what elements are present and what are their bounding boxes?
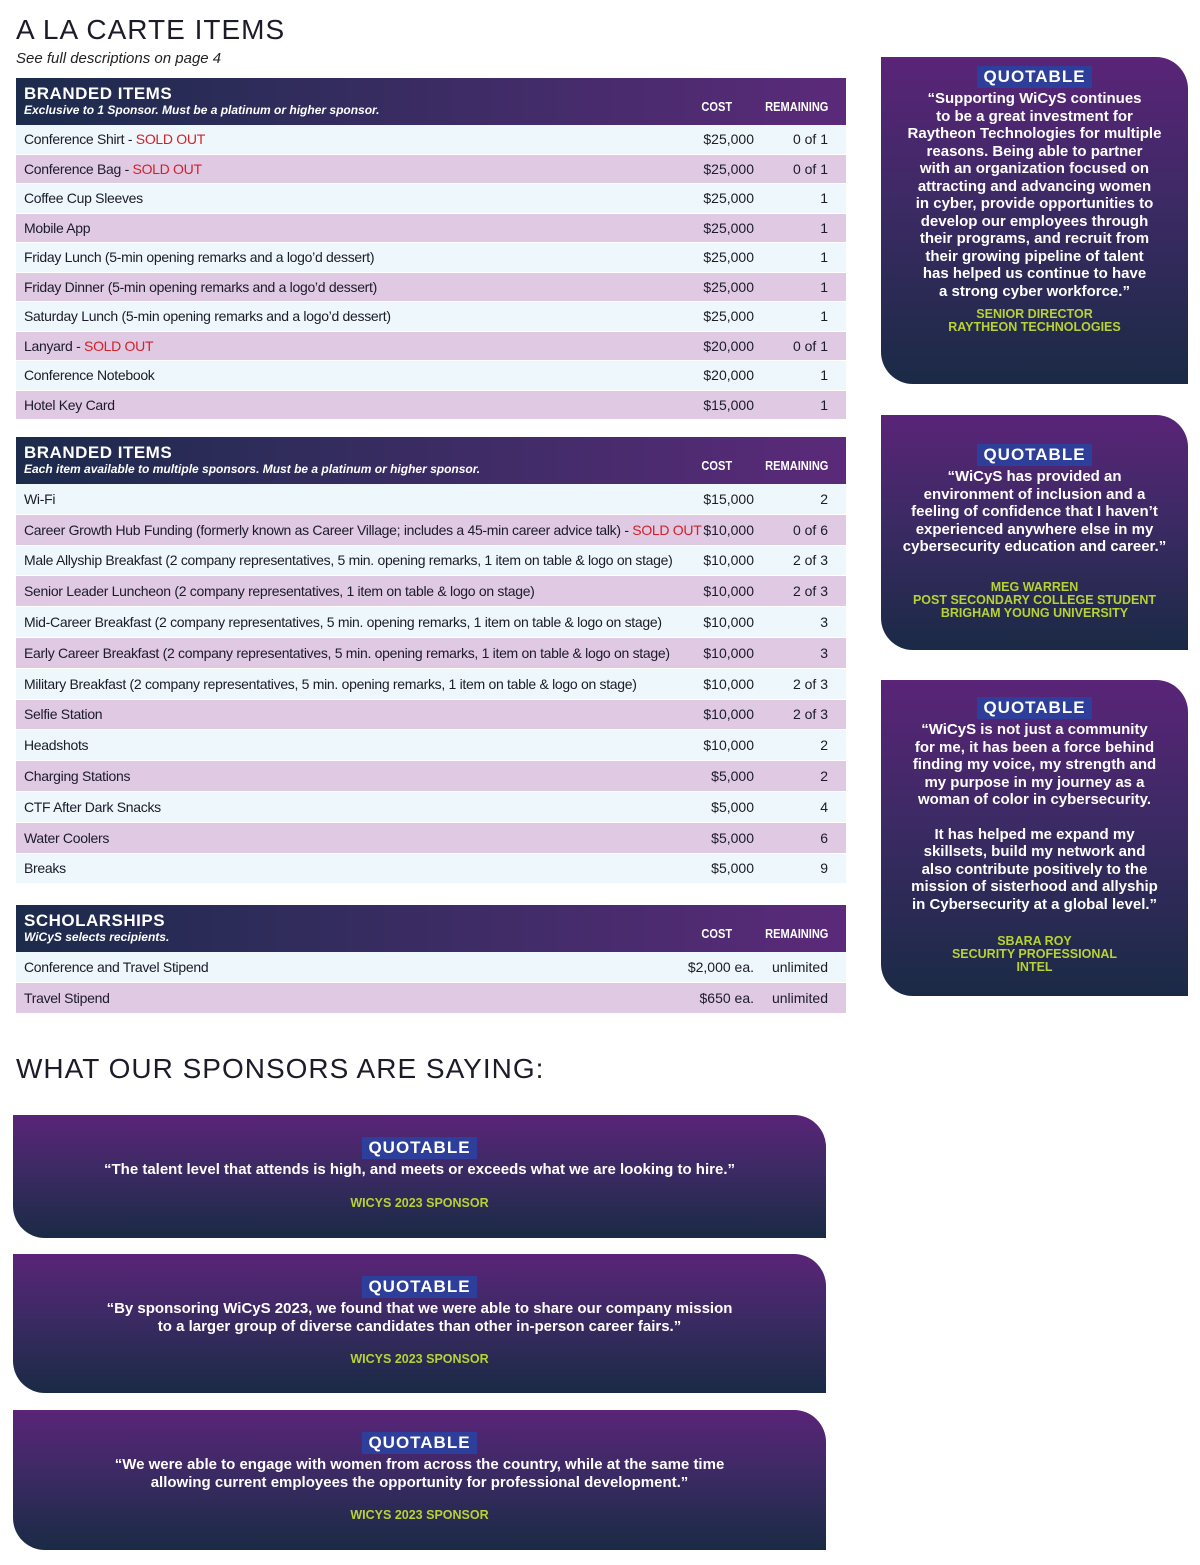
table-subtitle: Exclusive to 1 Sponsor. Must be a platinum or higher sponsor. <box>24 103 380 117</box>
item-label: Mid-Career Breakfast (2 company representatives, 5 min. opening remarks, 1 item on table & logo on stage) <box>24 614 662 631</box>
text-line: their programs, and recruit from <box>919 230 1150 247</box>
table-row <box>16 546 846 577</box>
quote-attribution <box>881 308 1188 334</box>
item-cost: $10,000 <box>703 675 754 692</box>
item-cost: $5,000 <box>711 829 754 846</box>
table-row <box>16 273 846 303</box>
text-line: SBARA ROY <box>997 934 1072 948</box>
table-title: BRANDED ITEMS <box>24 84 173 103</box>
item-cost: $10,000 <box>703 737 754 754</box>
item-remaining: 1 <box>820 249 828 266</box>
item-remaining: 2 <box>820 737 828 754</box>
item-cost: $25,000 <box>703 160 754 177</box>
table-row <box>16 700 846 731</box>
table-body <box>16 484 846 884</box>
item-cost: $20,000 <box>703 337 754 354</box>
table-row <box>16 515 846 546</box>
text-line: “WiCyS is not just a community <box>921 721 1148 738</box>
item-name <box>24 830 109 846</box>
table-row <box>16 302 846 332</box>
table-title: BRANDED ITEMS <box>24 443 173 462</box>
item-cost: $25,000 <box>703 131 754 148</box>
text-line: SECURITY PROFESSIONAL <box>951 947 1118 961</box>
table-row <box>16 184 846 214</box>
text-line: environment of inclusion and a <box>923 485 1146 503</box>
branded-exclusive-table <box>16 78 846 420</box>
item-name <box>24 583 535 599</box>
remaining-header: REMAINING <box>764 926 828 941</box>
text-line: a strong cyber workforce.” <box>939 282 1130 300</box>
item-remaining: 9 <box>820 860 828 877</box>
item-remaining: 1 <box>820 278 828 295</box>
scholarships-table <box>16 905 846 1014</box>
text-line: finding my voice, my strength and <box>912 756 1157 773</box>
item-remaining: unlimited <box>771 990 828 1006</box>
table-row <box>16 607 846 638</box>
quotable-badge: QUOTABLE <box>362 1432 476 1454</box>
branded-multiple-table <box>16 437 846 884</box>
item-name <box>24 220 90 236</box>
table-row <box>16 983 846 1014</box>
item-remaining: 1 <box>820 367 828 384</box>
sponsor-quote-card-2 <box>13 1254 826 1393</box>
table-title: SCHOLARSHIPS <box>24 911 166 930</box>
text-line: my purpose in my journey as a <box>924 773 1145 791</box>
table-row <box>16 155 846 185</box>
item-name <box>24 131 205 147</box>
remaining-header: REMAINING <box>764 99 828 114</box>
item-label: Wi-Fi <box>24 490 56 507</box>
item-cost: $650 ea. <box>699 990 754 1006</box>
quotable-badge: QUOTABLE <box>977 444 1091 466</box>
table-row <box>16 792 846 823</box>
item-name <box>24 249 374 265</box>
item-remaining: 1 <box>820 219 828 236</box>
text-line: also contribute positively to the <box>921 860 1148 878</box>
side-quote-card-1 <box>881 57 1188 384</box>
table-header <box>16 78 846 125</box>
item-name <box>24 614 662 630</box>
item-name <box>24 676 637 692</box>
quote-text <box>881 721 1188 913</box>
quote-text <box>881 468 1188 556</box>
sold-out-label: SOLD OUT <box>84 337 154 354</box>
sponsor-quote-card-1 <box>13 1115 826 1238</box>
item-name <box>24 959 208 975</box>
quote-attribution <box>881 581 1188 620</box>
side-quote-card-2 <box>881 415 1188 650</box>
page-subtitle: See full descriptions on page 4 <box>16 50 222 67</box>
table-row <box>16 214 846 244</box>
item-remaining: 3 <box>820 614 828 631</box>
sold-out-label: SOLD OUT <box>632 521 702 538</box>
table-row <box>16 638 846 669</box>
item-cost: $10,000 <box>703 583 754 600</box>
item-cost: $5,000 <box>711 860 754 877</box>
item-label: Travel Stipend <box>24 990 110 1006</box>
item-label: Early Career Breakfast (2 company representatives, 5 min. opening remarks, 1 item on table & logo on stage) <box>24 644 670 661</box>
cost-header: COST <box>701 458 732 473</box>
item-label: Water Coolers <box>24 829 110 846</box>
item-remaining: 2 <box>820 768 828 785</box>
table-header <box>16 905 846 952</box>
item-remaining: 2 of 3 <box>792 675 828 692</box>
text-line: in cyber, provide opportunities to <box>915 195 1154 212</box>
item-cost: $10,000 <box>703 706 754 723</box>
text-line: POST SECONDARY COLLEGE STUDENT <box>912 592 1157 607</box>
item-name <box>24 799 161 815</box>
item-name <box>24 161 202 177</box>
item-label: Coffee Cup Sleeves <box>24 190 143 207</box>
item-remaining: 2 of 3 <box>792 552 828 569</box>
item-name <box>24 491 55 507</box>
item-remaining: 1 <box>820 308 828 325</box>
quote-text <box>13 1161 826 1179</box>
cost-header: COST <box>701 99 732 114</box>
item-label: Friday Lunch (5-min opening remarks and a logo’d dessert) <box>24 249 375 266</box>
cost-header: COST <box>701 926 732 941</box>
table-row <box>16 823 846 854</box>
text-line: “Supporting WiCyS continues <box>927 90 1142 107</box>
item-remaining: 0 of 1 <box>792 131 828 148</box>
text-line: skillsets, build my network and <box>923 843 1146 860</box>
text-line: “The talent level that attends is high, and meets or exceeds what we are looking to hire.” <box>104 1161 735 1178</box>
quotable-badge: QUOTABLE <box>977 697 1091 719</box>
table-row <box>16 332 846 362</box>
side-quote-card-3 <box>881 680 1188 996</box>
table-row <box>16 243 846 273</box>
item-label: Male Allyship Breakfast (2 company representatives, 5 min. opening remarks, 1 item on table & logo on stage) <box>24 552 673 569</box>
text-line <box>895 809 1174 826</box>
item-label: Conference Notebook <box>24 367 155 384</box>
text-line: Raytheon Technologies for multiple <box>907 125 1162 142</box>
quote-attribution: WICYS 2023 SPONSOR <box>350 1352 489 1366</box>
sold-out-label: SOLD OUT <box>132 160 202 177</box>
item-name <box>24 768 130 784</box>
item-name <box>24 522 701 538</box>
item-cost: $25,000 <box>703 278 754 295</box>
quote-text <box>881 90 1188 300</box>
item-name <box>24 706 102 722</box>
table-row <box>16 391 846 421</box>
item-label: Charging Stations <box>24 768 131 785</box>
text-line: RAYTHEON TECHNOLOGIES <box>948 320 1121 334</box>
text-line: “By sponsoring WiCyS 2023, we found that we were able to share our company mission <box>106 1300 733 1317</box>
text-line: “WiCyS has provided an <box>947 468 1122 485</box>
sold-out-label: SOLD OUT <box>135 131 205 148</box>
item-label: Military Breakfast (2 company representatives, 5 min. opening remarks, 1 item on table & logo on stage) <box>24 675 637 692</box>
item-name <box>24 737 88 753</box>
text-line: has helped us continue to have <box>922 265 1147 282</box>
quotable-badge: QUOTABLE <box>977 66 1091 88</box>
item-name <box>24 338 153 354</box>
text-line: reasons. Being able to partner <box>926 142 1143 160</box>
item-cost: $5,000 <box>711 768 754 785</box>
text-line: SENIOR DIRECTOR <box>976 307 1093 321</box>
item-cost: $25,000 <box>703 249 754 266</box>
item-name <box>24 860 66 876</box>
item-label: Conference and Travel Stipend <box>24 959 209 975</box>
item-name <box>24 552 673 568</box>
item-label: Mobile App <box>24 219 91 236</box>
item-label: Friday Dinner (5-min opening remarks and a logo’d dessert) <box>24 278 377 295</box>
item-name <box>24 990 110 1006</box>
page-title: A LA CARTE ITEMS <box>16 14 286 45</box>
text-line: in Cybersecurity at a global level.” <box>911 895 1158 913</box>
text-line: feeling of confidence that I haven’t <box>911 503 1158 520</box>
table-header <box>16 437 846 484</box>
item-cost: $25,000 <box>703 190 754 207</box>
item-cost: $15,000 <box>703 490 754 507</box>
text-line: INTEL <box>1016 960 1053 974</box>
item-cost: $20,000 <box>703 367 754 384</box>
item-name <box>24 645 670 661</box>
item-label: Breaks <box>24 860 66 877</box>
item-label: Conference Bag - <box>24 160 133 177</box>
text-line: mission of sisterhood and allyship <box>911 878 1158 895</box>
table-row <box>16 125 846 155</box>
item-cost: $25,000 <box>703 219 754 236</box>
item-label: CTF After Dark Snacks <box>24 798 161 815</box>
item-cost: $5,000 <box>711 798 754 815</box>
table-subtitle: Each item available to multiple sponsors. Must be a platinum or higher sponsor. <box>24 462 481 476</box>
text-line: MEG WARREN <box>990 579 1079 594</box>
item-label: Selfie Station <box>24 706 103 723</box>
item-cost: $25,000 <box>703 308 754 325</box>
item-name <box>24 367 155 383</box>
table-row <box>16 952 846 983</box>
item-name <box>24 397 115 413</box>
text-line: woman of color in cybersecurity. <box>917 791 1152 808</box>
item-remaining: 2 of 3 <box>792 706 828 723</box>
table-row <box>16 669 846 700</box>
item-remaining: 0 of 1 <box>792 337 828 354</box>
item-remaining: 3 <box>820 644 828 661</box>
text-line: allowing current employees the opportunity for professional development.” <box>150 1473 689 1491</box>
item-cost: $10,000 <box>703 552 754 569</box>
item-remaining: 0 of 6 <box>792 521 828 538</box>
table-row <box>16 361 846 391</box>
item-name <box>24 279 377 295</box>
item-label: Conference Shirt - <box>24 131 136 148</box>
item-remaining: 0 of 1 <box>792 160 828 177</box>
text-line: for me, it has been a force behind <box>914 738 1155 756</box>
text-line: It has helped me expand my <box>934 825 1135 843</box>
table-body <box>16 125 846 420</box>
table-row <box>16 761 846 792</box>
item-cost: $2,000 ea. <box>687 959 754 975</box>
item-cost: $15,000 <box>703 396 754 413</box>
item-label: Hotel Key Card <box>24 396 115 413</box>
quote-text <box>13 1300 826 1335</box>
table-body <box>16 952 846 1014</box>
item-label: Headshots <box>24 737 89 754</box>
quote-text <box>13 1456 826 1491</box>
item-cost: $10,000 <box>703 614 754 631</box>
item-name <box>24 308 391 324</box>
quotable-badge: QUOTABLE <box>362 1276 476 1298</box>
item-remaining: 1 <box>820 396 828 413</box>
quote-attribution <box>881 935 1188 974</box>
text-line: to be a great investment for <box>936 107 1133 125</box>
item-remaining: 6 <box>820 829 828 846</box>
item-remaining: 1 <box>820 190 828 207</box>
item-label: Lanyard - <box>24 337 85 354</box>
text-line: attracting and advancing women <box>917 177 1152 195</box>
item-remaining: 2 of 3 <box>792 583 828 600</box>
text-line: experienced anywhere else in my <box>915 520 1154 538</box>
table-subtitle: WiCyS selects recipients. <box>24 930 170 944</box>
sponsors-section-title: WHAT OUR SPONSORS ARE SAYING: <box>16 1053 545 1084</box>
text-line: their growing pipeline of talent <box>925 247 1144 265</box>
sponsor-quote-card-3 <box>13 1410 826 1550</box>
text-line: with an organization focused on <box>919 160 1150 177</box>
table-row <box>16 484 846 515</box>
table-row <box>16 730 846 761</box>
text-line: develop our employees through <box>920 212 1149 230</box>
item-remaining: 2 <box>820 490 828 507</box>
item-label: Career Growth Hub Funding (formerly known as Career Village; includes a 45-min career advice talk) - <box>24 521 633 538</box>
item-label: Saturday Lunch (5-min opening remarks and a logo’d dessert) <box>24 308 391 325</box>
text-line: to a larger group of diverse candidates than other in-person career fairs.” <box>157 1317 682 1335</box>
table-row <box>16 854 846 885</box>
remaining-header: REMAINING <box>764 458 828 473</box>
item-cost: $10,000 <box>703 644 754 661</box>
quote-attribution: WICYS 2023 SPONSOR <box>350 1508 489 1522</box>
quote-attribution: WICYS 2023 SPONSOR <box>350 1195 489 1210</box>
item-remaining: unlimited <box>771 959 828 975</box>
item-remaining: 4 <box>820 798 828 815</box>
text-line: BRIGHAM YOUNG UNIVERSITY <box>940 605 1129 620</box>
item-name <box>24 190 143 206</box>
item-label: Senior Leader Luncheon (2 company representatives, 1 item on table & logo on stage) <box>24 583 535 600</box>
text-line: cybersecurity education and career.” <box>902 538 1167 555</box>
item-cost: $10,000 <box>703 521 754 538</box>
table-row <box>16 576 846 607</box>
text-line: “We were able to engage with women from across the country, while at the same time <box>114 1456 725 1473</box>
quotable-badge: QUOTABLE <box>362 1137 476 1159</box>
